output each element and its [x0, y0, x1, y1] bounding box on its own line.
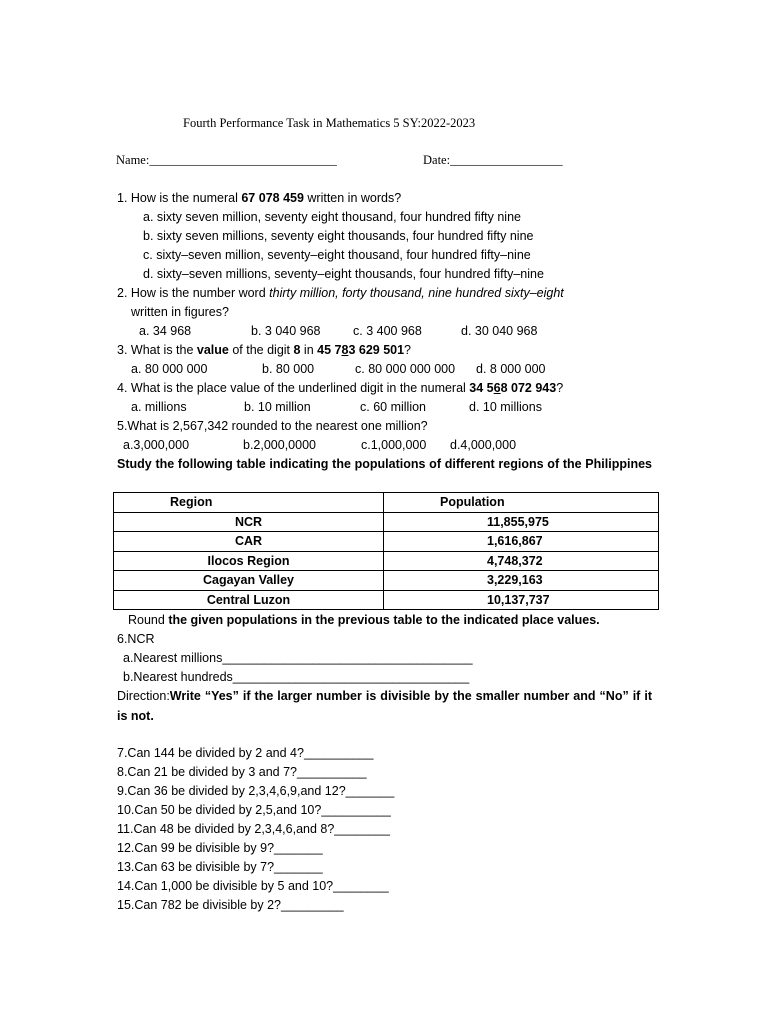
- q3-choice-b: b. 80 000: [262, 362, 315, 376]
- q3-choice-a: a. 80 000 000: [131, 362, 208, 376]
- question-5: 5.What is 2,567,342 rounded to the nearest one million?: [117, 419, 428, 433]
- direction-instruction: Direction:Write “Yes” if the larger number is divisible by the smaller number and “No” if it is not.: [117, 689, 652, 723]
- table-row: [114, 571, 659, 591]
- q2-choice-a: a. 34 968: [139, 324, 192, 338]
- table-cell-population: 11,855,975: [384, 512, 659, 532]
- q3-choice-c: c. 80 000 000 000: [355, 362, 456, 376]
- study-instruction: Study the following table indicating the populations of different regions of the Philippines: [117, 457, 652, 471]
- q2-choice-d: d. 30 040 968: [461, 324, 538, 338]
- table-cell-population: 10,137,737: [384, 590, 659, 610]
- q3-choice-d: d. 8 000 000: [476, 362, 546, 376]
- question-7[interactable]: 7.Can 144 be divided by 2 and 4?__________: [117, 746, 374, 760]
- table-cell-region: Cagayan Valley: [114, 571, 384, 591]
- question-1: 1. How is the numeral 67 078 459 written in words?: [117, 191, 402, 205]
- q5-choice-c: c.1,000,000: [361, 438, 427, 452]
- q5-choice-d: d.4,000,000: [450, 438, 517, 452]
- q4-choice-d: d. 10 millions: [469, 400, 542, 414]
- q6-part-a[interactable]: a.Nearest millions____________________________________: [123, 651, 473, 665]
- question-10[interactable]: 10.Can 50 be divided by 2,5,and 10?__________: [117, 803, 391, 817]
- question-12[interactable]: 12.Can 99 be divisible by 9?_______: [117, 841, 323, 855]
- question-4: 4. What is the place value of the underlined digit in the numeral 34 568 072 943?: [117, 381, 564, 395]
- q1-choice-a: a. sixty seven million, seventy eight thousand, four hundred fifty nine: [143, 210, 521, 224]
- q4-choice-b: b. 10 million: [244, 400, 311, 414]
- table-cell-region: CAR: [114, 532, 384, 552]
- table-cell-population: 1,616,867: [384, 532, 659, 552]
- q4-choice-a: a. millions: [131, 400, 187, 414]
- table-cell-region: Central Luzon: [114, 590, 384, 610]
- question-2: 2. How is the number word thirty million, forty thousand, nine hundred sixty–eight: [117, 286, 564, 300]
- table-row: [114, 590, 659, 610]
- page-title: Fourth Performance Task in Mathematics 5 SY:2022-2023: [183, 116, 476, 130]
- question-8[interactable]: 8.Can 21 be divided by 3 and 7?__________: [117, 765, 367, 779]
- q2-choice-c: c. 3 400 968: [353, 324, 422, 338]
- table-cell-region: NCR: [114, 512, 384, 532]
- table-row: [114, 551, 659, 571]
- question-13[interactable]: 13.Can 63 be divisible by 7?_______: [117, 860, 323, 874]
- q5-choice-a: a.3,000,000: [123, 438, 190, 452]
- q2-choice-b: b. 3 040 968: [251, 324, 321, 338]
- table-cell-region: Ilocos Region: [114, 551, 384, 571]
- table-row: [114, 532, 659, 552]
- table-cell-population: 3,229,163: [384, 571, 659, 591]
- q4-underlined-digit: 6: [493, 381, 501, 395]
- q4-choice-c: c. 60 million: [360, 400, 426, 414]
- table-header-region: Region: [114, 493, 384, 513]
- q3-underlined-digit: 8: [341, 343, 349, 357]
- question-9[interactable]: 9.Can 36 be divided by 2,3,4,6,9,and 12?_______: [117, 784, 395, 798]
- q1-numeral: 67 078 459: [241, 191, 304, 205]
- table-row: [114, 512, 659, 532]
- round-instruction: Round the given populations in the previous table to the indicated place values.: [128, 613, 600, 627]
- question-14[interactable]: 14.Can 1,000 be divisible by 5 and 10?________: [117, 879, 389, 893]
- date-field[interactable]: Date:__________________: [423, 153, 563, 167]
- table-header-row: [114, 493, 659, 513]
- q2-line-2: written in figures?: [131, 305, 229, 319]
- q1-choice-b: b. sixty seven millions, seventy eight thousands, four hundred fifty nine: [143, 229, 534, 243]
- q6-part-b[interactable]: b.Nearest hundreds__________________________________: [123, 670, 470, 684]
- name-field[interactable]: Name:______________________________: [116, 153, 337, 167]
- q1-choice-c: c. sixty–seven million, seventy–eight thousand, four hundred fifty–nine: [143, 248, 531, 262]
- q2-number-word: thirty million, forty thousand, nine hundred sixty–eight: [269, 286, 564, 300]
- population-table: [113, 492, 659, 610]
- table-header-population: Population: [384, 493, 659, 513]
- question-11[interactable]: 11.Can 48 be divided by 2,3,4,6,and 8?________: [117, 822, 390, 836]
- table-cell-population: 4,748,372: [384, 551, 659, 571]
- question-6: 6.NCR: [117, 632, 155, 646]
- question-15[interactable]: 15.Can 782 be divisible by 2?_________: [117, 898, 344, 912]
- q1-choice-d: d. sixty–seven millions, seventy–eight thousands, four hundred fifty–nine: [143, 267, 544, 281]
- question-3: 3. What is the value of the digit 8 in 45 783 629 501?: [117, 343, 411, 357]
- q5-choice-b: b.2,000,0000: [243, 438, 316, 452]
